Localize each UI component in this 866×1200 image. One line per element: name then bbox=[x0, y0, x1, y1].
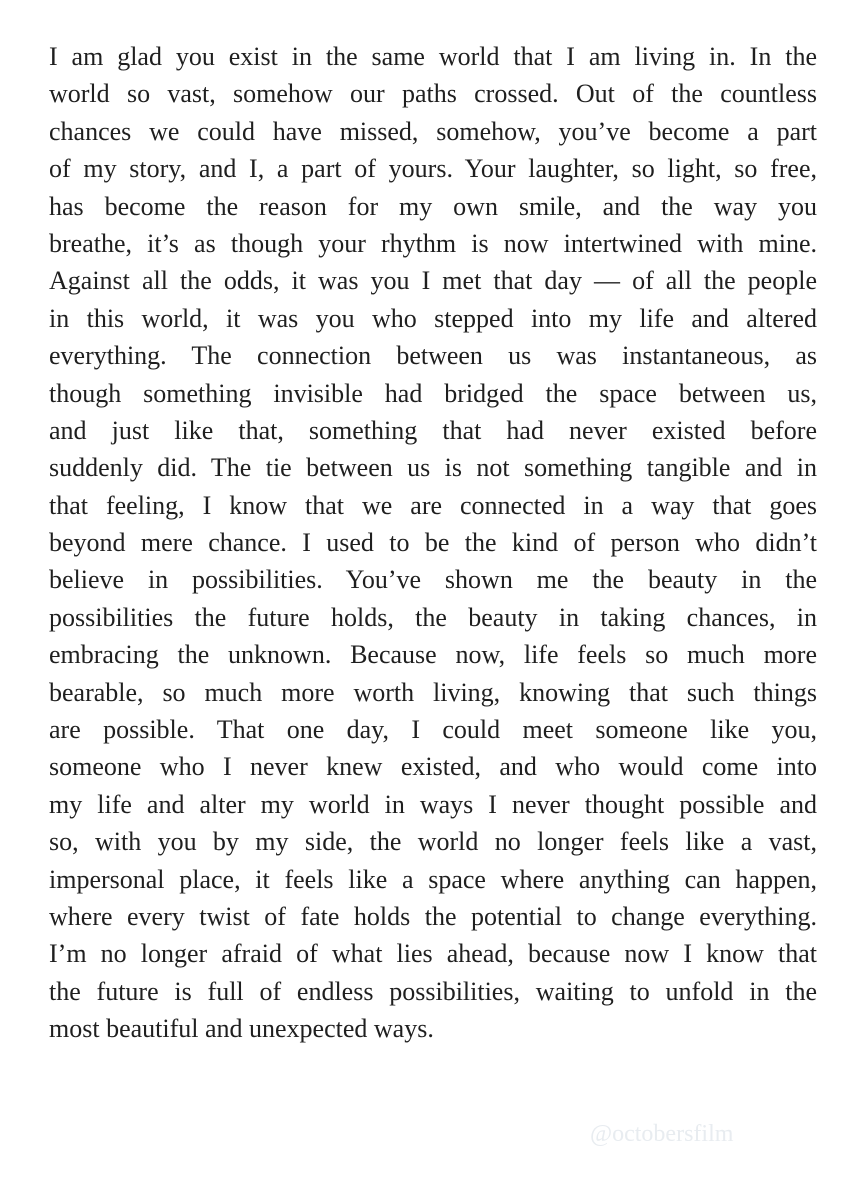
passage-line: are possible. That one day, I could meet someone like you, bbox=[49, 715, 817, 745]
passage-text bbox=[49, 38, 817, 1048]
passage-line: of my story, and I, a part of yours. Your laughter, so light, so free, bbox=[49, 154, 817, 184]
passage-line: someone who I never knew existed, and who would come into bbox=[49, 752, 817, 782]
passage-line: breathe, it’s as though your rhythm is now intertwined with mine. bbox=[49, 228, 817, 258]
passage-line: I am glad you exist in the same world that I am living in. In the bbox=[49, 42, 817, 71]
passage-line: embracing the unknown. Because now, life feels so much more bbox=[49, 640, 817, 670]
passage-line: and just like that, something that had never existed before bbox=[49, 415, 817, 445]
watermark: @octobersfilm bbox=[590, 1121, 734, 1147]
passage-line: believe in possibilities. You’ve shown me the beauty in the bbox=[49, 565, 817, 595]
passage-line-last: most beautiful and unexpected ways. bbox=[49, 1014, 434, 1044]
passage-line: possibilities the future holds, the beauty in taking chances, in bbox=[49, 602, 817, 632]
passage-line: beyond mere chance. I used to be the kind of person who didn’t bbox=[49, 528, 817, 558]
passage-line: impersonal place, it feels like a space where anything can happen, bbox=[49, 864, 817, 894]
passage-line: suddenly did. The tie between us is not something tangible and in bbox=[49, 453, 817, 483]
passage-line: chances we could have missed, somehow, you’ve become a part bbox=[49, 116, 817, 146]
passage-line: though something invisible had bridged the space between us, bbox=[49, 378, 817, 408]
passage-line: everything. The connection between us was instantaneous, as bbox=[49, 341, 817, 371]
passage-line: so, with you by my side, the world no longer feels like a vast, bbox=[49, 827, 817, 857]
passage-line: has become the reason for my own smile, and the way you bbox=[49, 191, 817, 221]
passage-line: where every twist of fate holds the potential to change everything. bbox=[49, 901, 817, 931]
passage-line: in this world, it was you who stepped into my life and altered bbox=[49, 303, 817, 333]
passage-line: world so vast, somehow our paths crossed. Out of the countless bbox=[49, 79, 817, 109]
passage-line: the future is full of endless possibilities, waiting to unfold in the bbox=[49, 976, 817, 1006]
passage-line: bearable, so much more worth living, knowing that such things bbox=[49, 677, 817, 707]
passage-line: that feeling, I know that we are connected in a way that goes bbox=[49, 490, 817, 520]
passage-line: Against all the odds, it was you I met that day — of all the people bbox=[49, 266, 817, 296]
passage-line: my life and alter my world in ways I never thought possible and bbox=[49, 789, 817, 819]
passage-line: I’m no longer afraid of what lies ahead, because now I know that bbox=[49, 939, 817, 969]
